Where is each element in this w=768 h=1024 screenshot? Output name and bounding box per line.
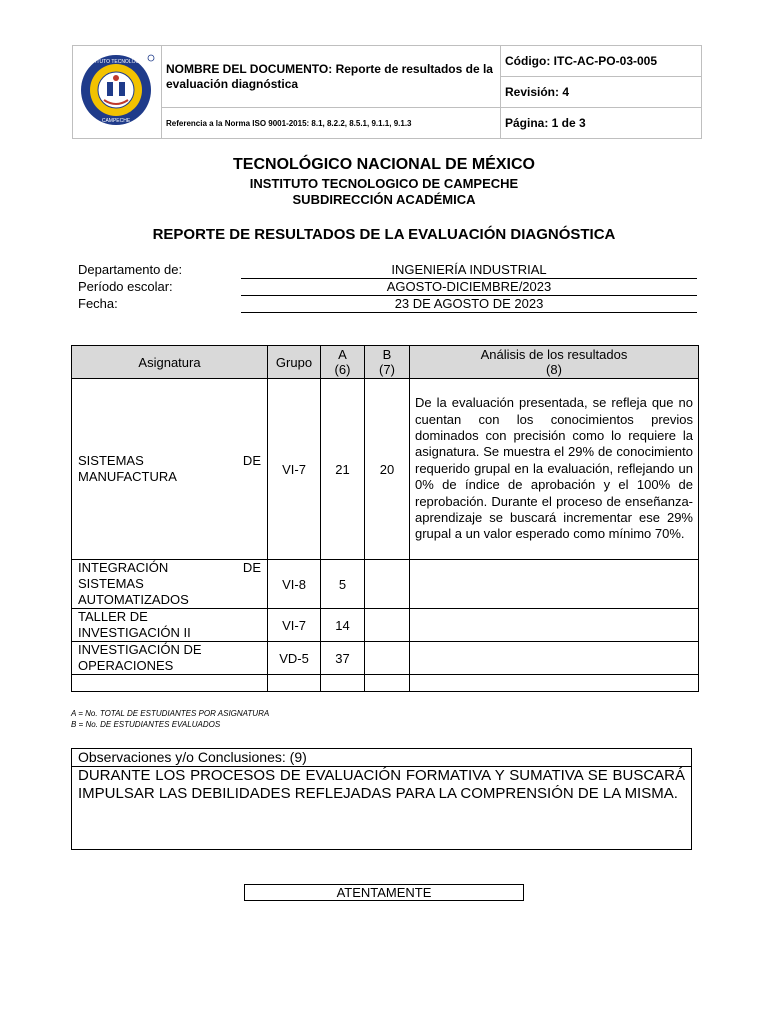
group-cell: VI-7	[268, 379, 321, 560]
logo-cell	[73, 46, 162, 139]
period-value: AGOSTO-DICIEMBRE/2023	[241, 279, 697, 296]
group-cell: VI-7	[268, 609, 321, 642]
table-row-empty	[72, 675, 699, 692]
b-cell	[365, 642, 410, 675]
period-label: Período escolar:	[78, 279, 173, 294]
a-cell: 37	[321, 642, 365, 675]
iso-reference: Referencia a la Norma ISO 9001-2015: 8.1, 8.2.2, 8.5.1, 9.1.1, 9.1.3	[162, 108, 501, 139]
group-cell: VI-8	[268, 560, 321, 609]
table-row	[72, 379, 699, 560]
a-cell: 21	[321, 379, 365, 560]
observations-box	[71, 748, 692, 850]
observations-text: DURANTE LOS PROCESOS DE EVALUACIÓN FORMATIVA Y SUMATIVA SE BUSCARÁ IMPULSAR LAS DEBILIDADES REFLEJADAS PARA LA COMPRENSIÓN DE LA MISMA.	[78, 767, 685, 802]
observations-label: Observaciones y/o Conclusiones: (9)	[72, 749, 691, 767]
report-title: REPORTE DE RESULTADOS DE LA EVALUACIÓN DIAGNÓSTICA	[152, 226, 616, 243]
document-revision: Revisión: 4	[501, 77, 702, 108]
analysis-cell	[410, 642, 699, 675]
subject-cell: SISTEMAS DE MANUFACTURA	[72, 379, 268, 560]
date-label: Fecha:	[78, 296, 118, 311]
b-cell: 20	[365, 379, 410, 560]
analysis-cell	[410, 609, 699, 642]
svg-text:CAMPECHE: CAMPECHE	[101, 117, 131, 124]
header-a: A (6)	[321, 346, 365, 379]
table-row	[72, 609, 699, 642]
title-tecnm: TECNOLÓGICO NACIONAL DE MÉXICO	[233, 156, 535, 173]
analysis-cell: De la evaluación presentada, se refleja que no cuentan con los conocimientos previos dominados con precisión como lo requiere la asignatura. Se muestra el 29% de conocimiento requerido grupal en la evaluación, reflejando un 0% de índice de aprobación y el 100% de reprobación. Durante el proceso de enseñanza-aprendizaje se buscará incrementar ese 29% grupal a un valor esperado como mínimo 70%.	[410, 379, 699, 560]
date-value: 23 DE AGOSTO DE 2023	[241, 296, 697, 313]
document-name: NOMBRE DEL DOCUMENTO: Reporte de resultados de la evaluación diagnóstica	[162, 46, 501, 108]
svg-text:INSTITUTO TECNOLOGICO: INSTITUTO TECNOLOGICO	[83, 58, 149, 65]
closing-atentamente: ATENTAMENTE	[244, 884, 524, 901]
department-value: INGENIERÍA INDUSTRIAL	[241, 262, 697, 279]
results-table	[71, 345, 699, 692]
legend-a: A = No. TOTAL DE ESTUDIANTES POR ASIGNATURA	[71, 709, 270, 718]
header-b: B (7)	[365, 346, 410, 379]
subject-cell: INTEGRACIÓN DE SISTEMAS AUTOMATIZADOS	[72, 560, 268, 609]
table-header-row	[72, 346, 699, 379]
a-cell: 14	[321, 609, 365, 642]
legend-b: B = No. DE ESTUDIANTES EVALUADOS	[71, 720, 221, 729]
institution-logo	[79, 52, 155, 128]
subject-cell: TALLER DE INVESTIGACIÓN II	[72, 609, 268, 642]
a-cell: 5	[321, 560, 365, 609]
analysis-cell	[410, 560, 699, 609]
b-cell	[365, 560, 410, 609]
subject-cell: INVESTIGACIÓN DE OPERACIONES	[72, 642, 268, 675]
document-header	[72, 45, 702, 139]
group-cell: VD-5	[268, 642, 321, 675]
header-group: Grupo	[268, 346, 321, 379]
table-row	[72, 642, 699, 675]
header-subject: Asignatura	[72, 346, 268, 379]
table-row	[72, 560, 699, 609]
title-subdirection: SUBDIRECCIÓN ACADÉMICA	[292, 192, 476, 207]
header-analysis: Análisis de los resultados (8)	[410, 346, 699, 379]
department-label: Departamento de:	[78, 262, 183, 277]
b-cell	[365, 609, 410, 642]
document-code: Código: ITC-AC-PO-03-005	[501, 46, 702, 77]
page-number: Página: 1 de 3	[501, 108, 702, 139]
title-institute: INSTITUTO TECNOLOGICO DE CAMPECHE	[249, 176, 519, 191]
